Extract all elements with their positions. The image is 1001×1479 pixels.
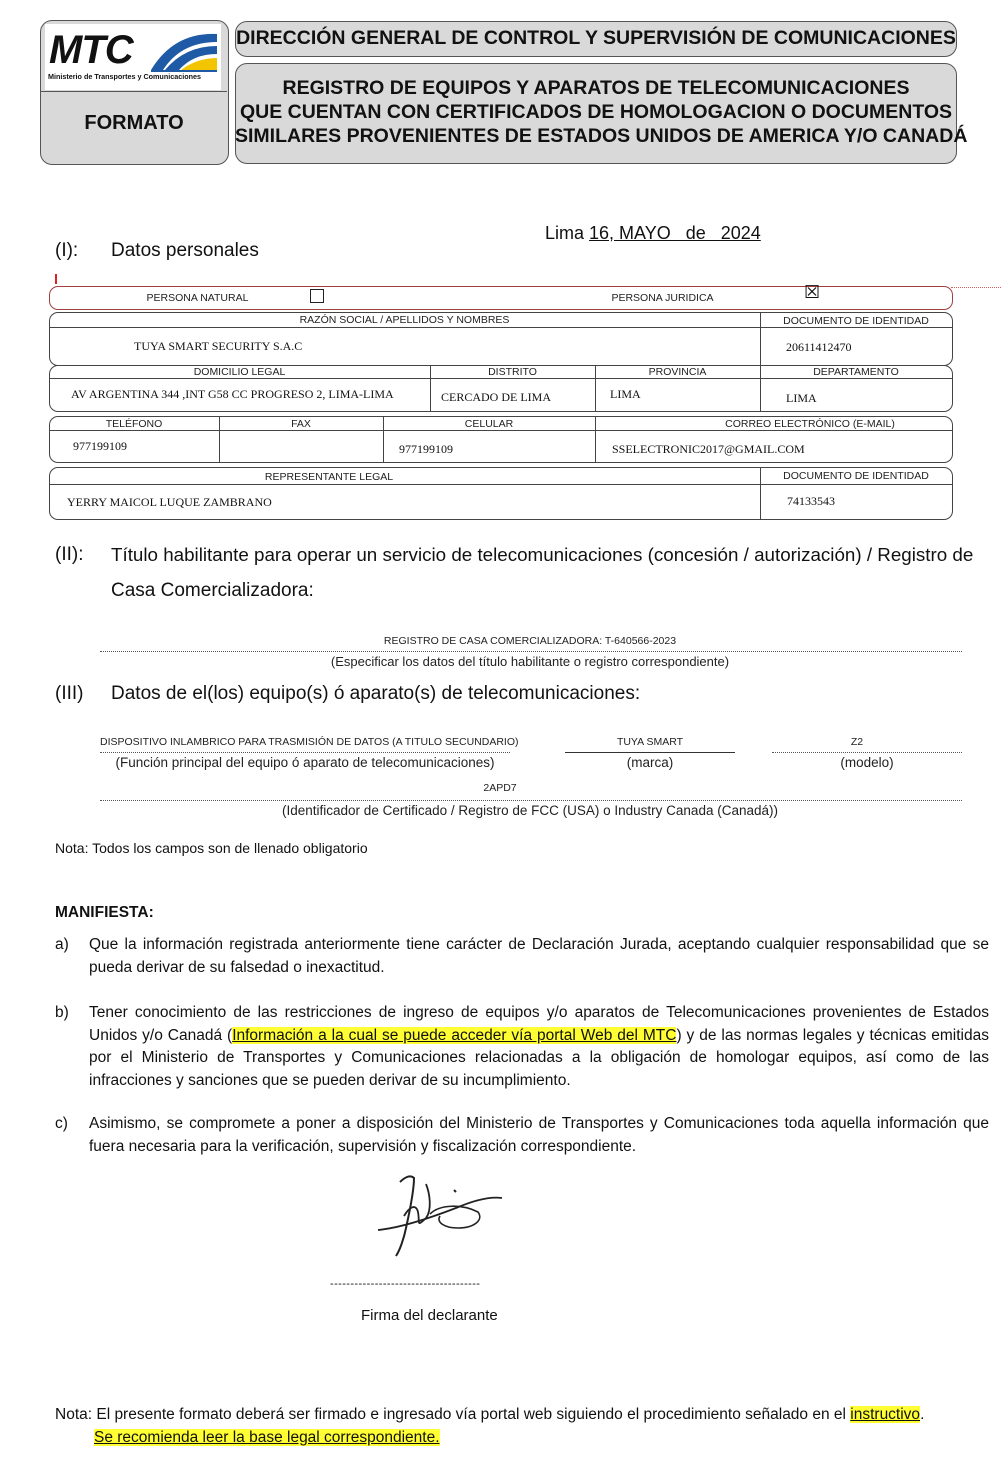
rep-documento-value[interactable]: 74133543 (787, 494, 835, 508)
manifiesta-c-letter: c) (55, 1115, 68, 1132)
nota-final-text: Nota: El presente formato deberá ser firmado e ingresado vía portal web siguiendo el procedimiento señalado en el (55, 1406, 851, 1423)
date-line (535, 202, 761, 244)
identificador-caption: (Identificador de Certificado / Registro de FCC (USA) o Industry Canada (Canadá)) (282, 803, 778, 818)
departamento-value[interactable]: LIMA (786, 391, 817, 405)
section2-title-line1: Título habilitante para operar un servicio de telecomunicaciones (concesión / autorización) / Registro de (111, 544, 974, 565)
fax-label: FAX (291, 418, 311, 430)
signature-line: ------------------------------------- (330, 1278, 481, 1290)
header-top-title: DIRECCIÓN GENERAL DE CONTROL Y SUPERVISIÓN DE COMUNICACIONES (236, 27, 956, 49)
manifiesta-a-text: Que la información registrada anteriormente tiene carácter de Declaración Jurada, aceptando cualquier responsabilidad que se pueda derivar de su falsedad o inexactitud. (89, 936, 989, 976)
nota-final-end: . (920, 1406, 925, 1423)
base-legal-link[interactable] (94, 1429, 440, 1447)
manifiesta-b-text-1: Tener conocimiento de las restricciones de ingreso de equipos y/o aparatos de Telecomunicaciones provenientes de Estados Unidos y/o Canadá ( (89, 1004, 989, 1044)
header-title-line1: REGISTRO DE EQUIPOS Y APARATOS DE TELECOMUNICACIONES (282, 77, 910, 99)
instructivo-link[interactable]: instructivo (850, 1406, 921, 1423)
representante-value[interactable]: YERRY MAICOL LUQUE ZAMBRANO (67, 495, 272, 509)
logo-text: MTC (49, 28, 133, 72)
section1-number: (I): (55, 240, 79, 261)
telefono-value[interactable]: 977199109 (73, 439, 127, 453)
section2-number: (II): (55, 544, 84, 565)
section3-number: (III) (55, 683, 84, 704)
identificador-dotted-line (100, 800, 962, 801)
provincia-value[interactable]: LIMA (610, 387, 641, 401)
signature-label: Firma del declarante (361, 1307, 498, 1324)
distrito-label: DISTRITO (488, 366, 537, 378)
red-dotted-extension (951, 287, 1001, 288)
formato-label: FORMATO (84, 112, 184, 134)
header-title-line2: QUE CUENTAN CON CERTIFICADOS DE HOMOLOGACION O DOCUMENTOS (239, 101, 953, 123)
departamento-label: DEPARTAMENTO (813, 366, 899, 378)
telefono-label: TELÉFONO (105, 418, 163, 430)
marca-line (565, 752, 735, 753)
date-value: 16, MAYO de 2024 (589, 223, 761, 243)
persona-juridica-checkbox[interactable]: ☒ (804, 282, 821, 303)
documento-value[interactable]: 20611412470 (786, 340, 852, 354)
date-prefix: Lima (545, 223, 590, 243)
section2-title-line2: Casa Comercializadora: (111, 580, 314, 601)
razon-social-label: RAZÓN SOCIAL / APELLIDOS Y NOMBRES (299, 314, 510, 326)
correo-value[interactable]: SSELECTRONIC2017@GMAIL.COM (612, 442, 805, 456)
base-legal-text[interactable]: Se recomienda leer la base legal correspondiente. (94, 1429, 440, 1446)
persona-juridica-label: PERSONA JURIDICA (611, 292, 714, 304)
modelo-caption: (modelo) (840, 755, 894, 770)
correo-label: CORREO ELECTRÓNICO (E-MAIL) (725, 418, 895, 430)
logo-subtitle: Ministerio de Transportes y Comunicaciones (48, 72, 201, 81)
manifiesta-a-letter: a) (55, 936, 69, 953)
section3-title: Datos de el(los) equipo(s) ó aparato(s) de telecomunicaciones: (111, 683, 641, 704)
manifiesta-b-paragraph (89, 1002, 989, 1092)
marca-caption: (marca) (626, 755, 674, 770)
celular-value[interactable]: 977199109 (399, 442, 453, 456)
marca-value[interactable]: TUYA SMART (616, 736, 684, 748)
representante-header-line (49, 484, 953, 485)
red-marker (55, 274, 57, 284)
manifiesta-b-letter: b) (55, 1004, 69, 1021)
identificador-value[interactable]: 2APD7 (483, 782, 517, 794)
domicilio-value[interactable]: AV ARGENTINA 344 ,INT G58 CC PROGRESO 2, LIMA-LIMA (71, 387, 394, 401)
nota-obligatorio: Nota: Todos los campos son de llenado obligatorio (55, 840, 368, 856)
mtc-logo (45, 24, 221, 90)
funcion-dotted-line (100, 752, 510, 753)
funcion-caption: (Función principal del equipo ó aparato de telecomunicaciones) (115, 755, 495, 770)
funcion-value[interactable]: DISPOSITIVO INLAMBRICO PARA TRASMISIÓN DE DATOS (A TITULO SECUNDARIO) (100, 736, 519, 748)
logo-divider (41, 91, 227, 92)
nota-final (55, 1406, 924, 1424)
manifiesta-c-text: Asimismo, se compromete a poner a disposición del Ministerio de Transportes y Comunicaciones toda aquella información que fuera necesaria para la verificación, supervisión y fiscalización correspondiente. (89, 1115, 989, 1155)
contacto-header-line (49, 430, 953, 431)
titulo-dotted-line (100, 651, 962, 652)
signature-image (370, 1170, 510, 1260)
header-title-line3: SIMILARES PROVENIENTES DE ESTADOS UNIDOS DE AMERICA Y/O CANADÁ (235, 125, 968, 147)
distrito-value[interactable]: CERCADO DE LIMA (441, 390, 551, 404)
section1-title: Datos personales (111, 240, 259, 261)
provincia-label: PROVINCIA (648, 366, 707, 378)
titulo-habilitante-value[interactable]: REGISTRO DE CASA COMERCIALIZADORA: T-640566-2023 (383, 635, 677, 647)
documento-label: DOCUMENTO DE IDENTIDAD (783, 315, 929, 327)
domicilio-label: DOMICILIO LEGAL (193, 366, 286, 378)
manifiesta-title: MANIFIESTA: (55, 904, 154, 921)
contacto-divider-3 (595, 416, 596, 462)
celular-label: CELULAR (464, 418, 514, 430)
modelo-dotted-line (772, 752, 962, 753)
modelo-value[interactable]: Z2 (850, 736, 864, 748)
mtc-portal-link[interactable]: Información a la cual se puede acceder vía portal Web del MTC (232, 1026, 677, 1044)
representante-label: REPRESENTANTE LEGAL (264, 471, 394, 483)
persona-natural-checkbox[interactable] (310, 289, 324, 303)
logo-emblem-icon (149, 30, 219, 74)
rep-documento-label: DOCUMENTO DE IDENTIDAD (783, 470, 929, 482)
razon-social-value[interactable]: TUYA SMART SECURITY S.A.C (134, 339, 303, 353)
manifiesta-b-text-2: ) y de las normas legales y técnicas emitidas por el Ministerio de Transportes y Comunicaciones relacionadas a la obligación de homologar equipos, así como de las infracciones y sanciones que se pueden derivar de su incumplimiento. (89, 1026, 989, 1089)
persona-natural-label: PERSONA NATURAL (146, 292, 249, 304)
titulo-caption: (Especificar los datos del título habilitante o registro correspondiente) (330, 654, 730, 669)
razon-header-line (49, 327, 953, 328)
domicilio-header-line (49, 378, 953, 379)
